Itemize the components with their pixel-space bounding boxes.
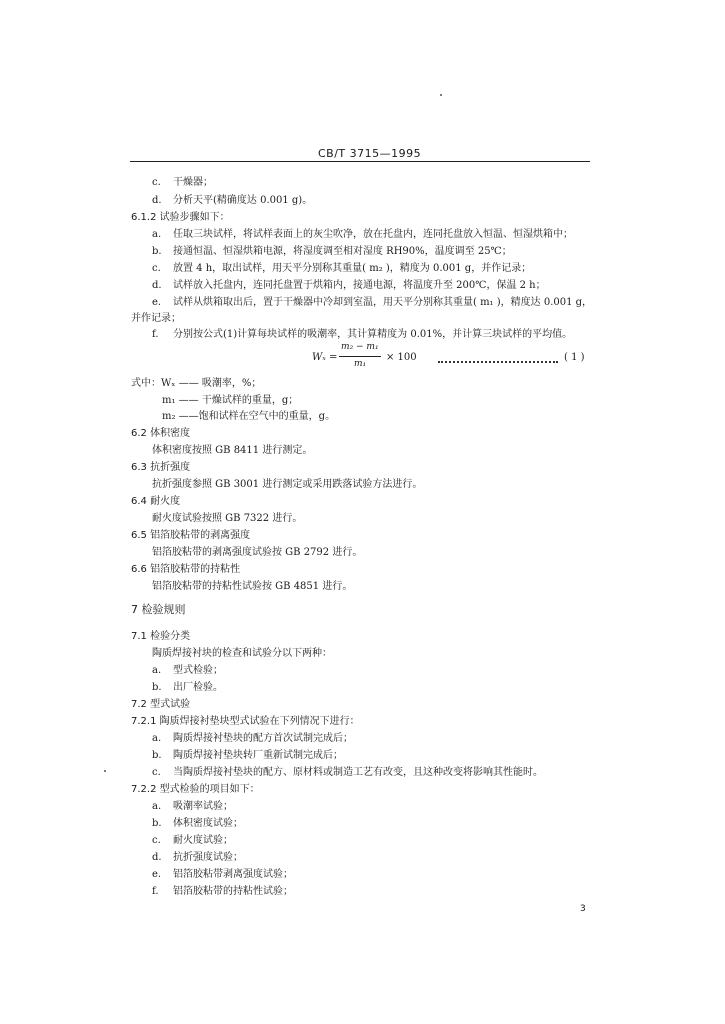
list-marker: f. <box>152 329 159 340</box>
section-heading-7-2: 7.2 型式试验 <box>131 699 191 710</box>
scan-speck <box>440 94 442 96</box>
section-body-6-3: 抗折强度参照 GB 3001 进行测定或采用跌落试验方法进行。 <box>152 479 423 490</box>
list-item-text: 分别按公式(1)计算每块试样的吸潮率，其计算精度为 0.01%，并计算三块试样的平均值。 <box>173 329 573 340</box>
fraction-bar <box>339 356 381 357</box>
list-item-text: 铝箔胶粘带的持粘性试验； <box>173 886 293 897</box>
list-item-text: 放置 4 h，取出试样，用天平分别称其重量( m₂ )，精度为 0.001 g，并作记录； <box>173 263 532 274</box>
section-body-7-1: 陶质焊接衬块的检查和试验分以下两种： <box>152 648 332 659</box>
list-item-text: 陶质焊接衬垫块转厂重新试制完成后； <box>173 750 343 761</box>
list-marker: b. <box>152 750 162 761</box>
list-item-text: 抗折强度试验； <box>173 852 243 863</box>
list-marker: b. <box>152 818 162 829</box>
list-item-text: 铝箔胶粘带剥离强度试验； <box>173 869 293 880</box>
section-heading-7-2-1: 7.2.1 陶质焊接衬垫块型式试验在下列情况下进行： <box>131 716 360 727</box>
section-heading-6-3: 6.3 抗折强度 <box>131 462 191 473</box>
section-body-6-5: 铝箔胶粘带的剥离强度试验按 GB 2792 进行。 <box>152 547 363 558</box>
section-heading-6-2: 6.2 体积密度 <box>131 428 191 439</box>
list-marker: c. <box>152 263 161 274</box>
section-body-6-4: 耐火度试验按照 GB 7322 进行。 <box>152 513 303 524</box>
list-item-text: 试样从烘箱取出后，置于干燥器中冷却到室温，用天平分别称其重量( m₁ )，精度达 0.001 g， <box>173 297 593 308</box>
page-header: CB/T 3715—1995 <box>318 147 422 160</box>
list-marker: e. <box>152 869 162 880</box>
list-item-text: 陶质焊接衬垫块的配方首次试制完成后； <box>173 733 353 744</box>
page-number: 3 <box>580 904 586 914</box>
formula-times: × 100 <box>386 352 417 363</box>
list-item-text: 出厂检验。 <box>173 682 223 693</box>
where-m1: m₁ —— 干燥试样的重量，g； <box>162 395 299 406</box>
list-marker: d. <box>152 195 162 206</box>
list-item-text: 体积密度试验； <box>173 818 243 829</box>
list-marker: c. <box>152 177 161 188</box>
list-marker: e. <box>152 297 162 308</box>
formula-denominator: m₁ <box>354 359 367 369</box>
list-item-text: 任取三块试样，将试样表面上的灰尘吹净，放在托盘内，连同托盘放入恒温、恒湿烘箱中； <box>173 229 573 240</box>
list-item-text: 干燥器； <box>173 177 213 188</box>
list-item-text: 吸潮率试验； <box>173 801 233 812</box>
section-heading-6-6: 6.6 铝箔胶粘带的持粘性 <box>131 564 241 575</box>
chapter-heading-7: 7 检验规则 <box>131 603 186 616</box>
list-item-continuation: 并作记录； <box>131 313 181 324</box>
list-item-text: 型式检验； <box>173 665 223 676</box>
where-m2: m₂ ——饱和试样在空气中的重量，g。 <box>162 411 336 422</box>
section-body-6-6: 铝箔胶粘带的持粘性试验按 GB 4851 进行。 <box>152 581 353 592</box>
section-heading-6-5: 6.5 铝箔胶粘带的剥离强度 <box>131 530 251 541</box>
list-marker: b. <box>152 246 162 257</box>
list-marker: f. <box>152 886 159 897</box>
list-marker: d. <box>152 280 162 291</box>
formula-numerator: m₂ − m₁ <box>341 342 379 352</box>
section-heading-7-1: 7.1 检验分类 <box>131 631 191 642</box>
scan-speck <box>104 770 106 772</box>
formula-lhs: Wₓ = <box>312 352 338 363</box>
list-marker: c. <box>152 767 161 778</box>
list-marker: a. <box>152 801 162 812</box>
list-item-text: 试样放入托盘内，连同托盘置于烘箱内，接通电源，将温度升至 200℃，保温 2 h； <box>173 280 546 291</box>
where-intro: 式中：Wₓ —— 吸潮率，%； <box>131 378 262 389</box>
header-rule <box>130 161 590 162</box>
list-marker: c. <box>152 835 161 846</box>
list-item-text: 接通恒温、恒湿烘箱电源，将湿度调至相对湿度 RH90%，温度调至 25℃； <box>173 246 512 257</box>
formula-number: ( 1 ) <box>564 352 585 363</box>
section-body-6-2: 体积密度按照 GB 8411 进行测定。 <box>152 445 313 456</box>
list-marker: b. <box>152 682 162 693</box>
list-marker: a. <box>152 229 162 240</box>
list-item-text: 当陶质焊接衬垫块的配方、原材料或制造工艺有改变，且这种改变将影响其性能时。 <box>173 767 543 778</box>
list-marker: a. <box>152 665 162 676</box>
list-item-text: 分析天平(精确度达 0.001 g)。 <box>173 195 313 206</box>
list-item-text: 耐火度试验； <box>173 835 233 846</box>
formula-leader-dots <box>438 359 558 363</box>
list-marker: d. <box>152 852 162 863</box>
section-heading-6-1-2: 6.1.2 试验步骤如下： <box>131 212 230 223</box>
list-marker: a. <box>152 733 162 744</box>
section-heading-6-4: 6.4 耐火度 <box>131 496 181 507</box>
section-heading-7-2-2: 7.2.2 型式检验的项目如下： <box>131 784 260 795</box>
